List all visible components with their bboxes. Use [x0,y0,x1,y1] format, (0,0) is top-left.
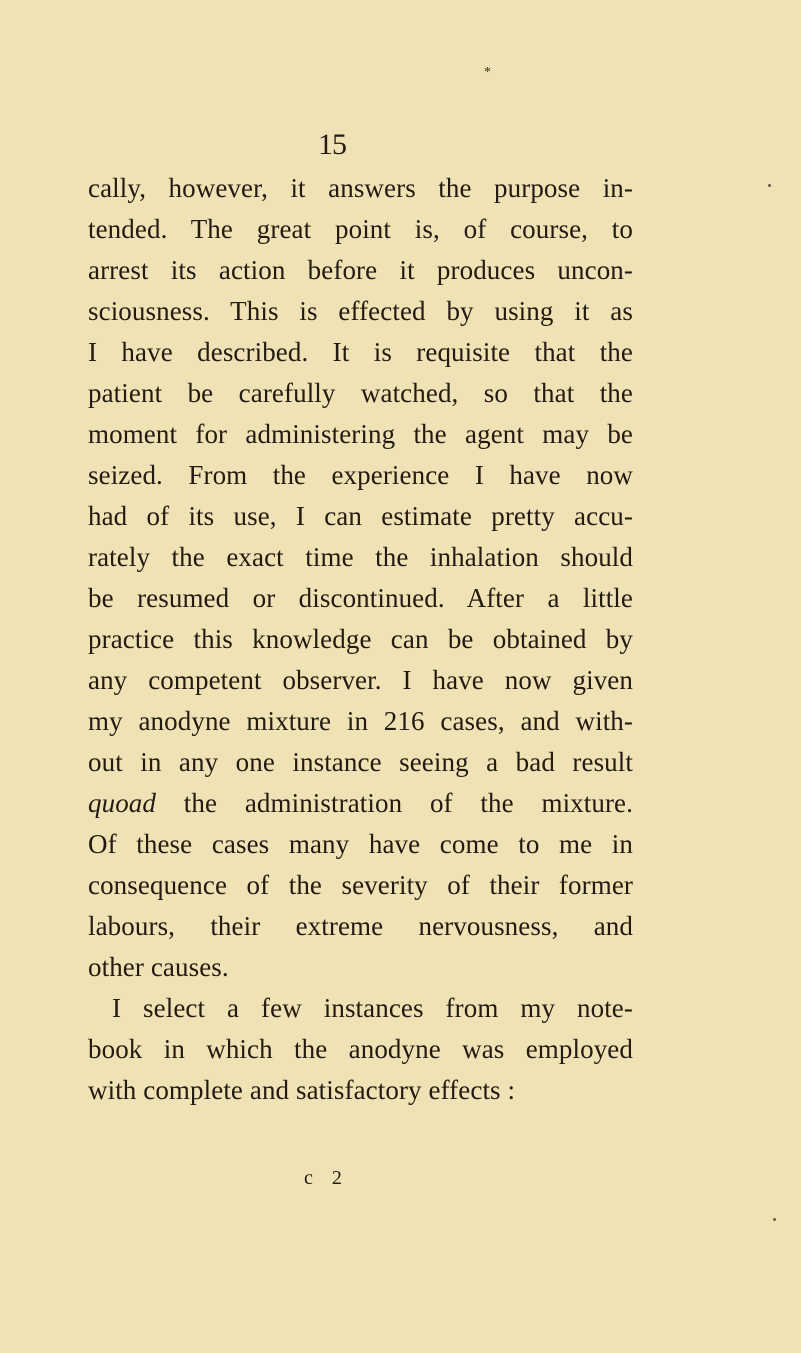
paper-speck [773,1218,776,1221]
text-line: seized. From the experience I have now [88,460,633,490]
text-line: had of its use, I can estimate pretty accu- [88,501,633,531]
text-line: any competent observer. I have now given [88,665,633,695]
text-line: patient be carefully watched, so that the [88,378,633,408]
text-line: sciousness. This is effected by using it as [88,296,633,326]
page-number: 15 [318,128,346,161]
text-line: practice this knowledge can be obtained by [88,624,633,654]
text-line: moment for administering the agent may be [88,419,633,449]
text-line: other causes. [88,952,229,982]
text-line: book in which the anodyne was employed [88,1034,633,1064]
text-line: out in any one instance seeing a bad result [88,747,633,777]
text-line: be resumed or discontinued. After a little [88,583,633,613]
paper-speck [768,184,771,187]
text-line: cally, however, it answers the purpose in- [88,173,633,203]
text-line: my anodyne mixture in 216 cases, and with- [88,706,633,736]
text-line: consequence of the severity of their former [88,870,633,900]
text-line: rately the exact time the inhalation should [88,542,633,572]
text-line: arrest its action before it produces uncon- [88,255,633,285]
text-line-italic [88,783,633,824]
text-line: labours, their extreme nervousness, and [88,911,633,941]
text-line: tended. The great point is, of course, to [88,214,633,244]
signature-mark: c 2 [304,1167,349,1189]
text-line: I select a few instances from my note- [112,993,633,1023]
text-line: Of these cases many have come to me in [88,829,633,859]
text-line: I have described. It is requisite that the [88,337,633,367]
corner-mark: * [484,65,491,80]
italic-word: quoad [88,788,156,818]
italic-line-rest: the administration of the mixture. [156,788,633,818]
text-line: with complete and satisfactory effects : [88,1075,516,1105]
body-text [88,168,633,1111]
